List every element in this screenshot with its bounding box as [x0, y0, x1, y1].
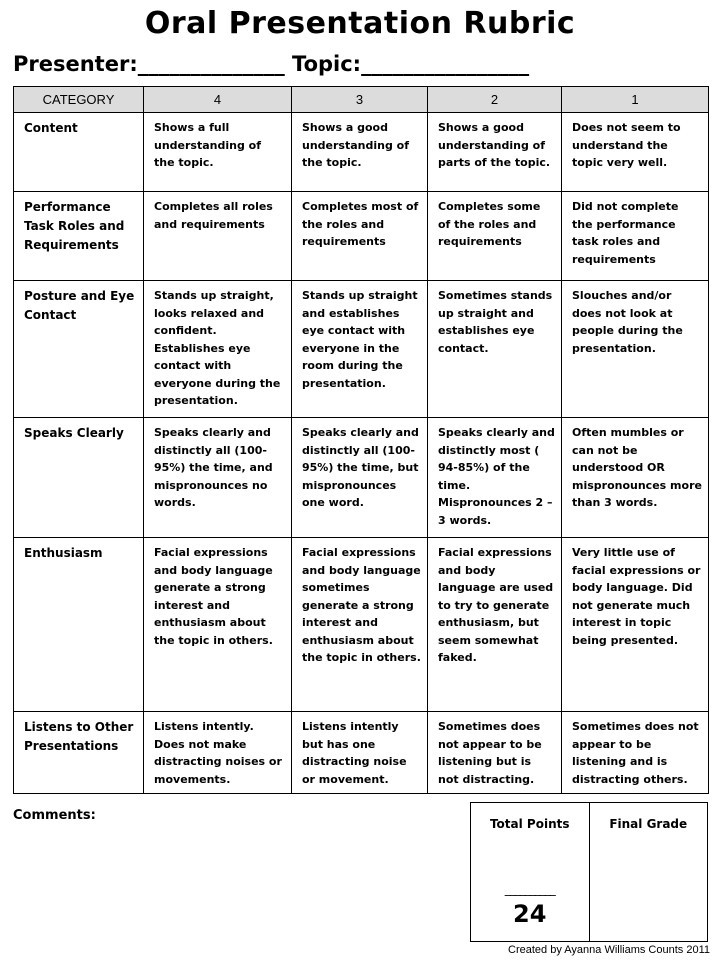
final-grade-label: Final Grade: [609, 817, 688, 831]
header-row: [14, 87, 709, 113]
total-points-value: 24: [513, 900, 547, 928]
footer-credit: Created by Ayanna Williams Counts 2011: [508, 944, 710, 956]
category-cell: Listens to Other Presentations: [14, 712, 144, 794]
header-category: CATEGORY: [14, 87, 144, 113]
criteria-cell: Listens intently. Does not make distracting noises or movements.: [144, 712, 292, 794]
page-title: Oral Presentation Rubric: [144, 6, 576, 41]
table-row: [14, 712, 709, 794]
category-cell: Enthusiasm: [14, 538, 144, 712]
criteria-cell: Speaks clearly and distinctly all (100-95%) the time, but mispronounces one word.: [292, 418, 428, 538]
criteria-cell: Shows a good understanding of parts of the topic.: [428, 113, 562, 192]
criteria-cell: Listens intently but has one distracting noise or movement.: [292, 712, 428, 794]
table-row: [14, 192, 709, 281]
criteria-cell: Does not seem to understand the topic very well.: [562, 113, 709, 192]
criteria-cell: Facial expressions and body language generate a strong interest and enthusiasm about the topic in others.: [144, 538, 292, 712]
criteria-cell: Completes most of the roles and requirements: [292, 192, 428, 281]
category-cell: Speaks Clearly: [14, 418, 144, 538]
header-score-1: 1: [562, 87, 709, 113]
criteria-cell: Slouches and/or does not look at people during the presentation.: [562, 281, 709, 418]
category-cell: Posture and Eye Contact: [14, 281, 144, 418]
table-row: [14, 538, 709, 712]
table-row: [14, 418, 709, 538]
presenter-topic-line: Presenter:______________ Topic:________________: [13, 52, 530, 76]
header-score-4: 4: [144, 87, 292, 113]
comments-label: Comments:: [13, 808, 96, 823]
category-cell: Performance Task Roles and Requirements: [14, 192, 144, 281]
criteria-cell: Speaks clearly and distinctly most ( 94-85%) of the time. Mispronounces 2 – 3 words.: [428, 418, 562, 538]
criteria-cell: Sometimes does not appear to be listening and is distracting others.: [562, 712, 709, 794]
total-points-blank: __________: [504, 882, 555, 896]
criteria-cell: Did not complete the performance task roles and requirements: [562, 192, 709, 281]
category-cell: Content: [14, 113, 144, 192]
criteria-cell: Completes some of the roles and requirements: [428, 192, 562, 281]
criteria-cell: Facial expressions and body language sometimes generate a strong interest and enthusiasm about the topic in others.: [292, 538, 428, 712]
final-grade-cell: [589, 803, 708, 942]
criteria-cell: Sometimes stands up straight and establishes eye contact.: [428, 281, 562, 418]
table-row: [14, 281, 709, 418]
criteria-cell: Stands up straight and establishes eye contact with everyone in the room during the presentation.: [292, 281, 428, 418]
table-row: [14, 113, 709, 192]
score-box: [470, 802, 708, 942]
total-points-cell: [471, 803, 590, 942]
criteria-cell: Stands up straight, looks relaxed and confident. Establishes eye contact with everyone during the presentation.: [144, 281, 292, 418]
criteria-cell: Shows a full understanding of the topic.: [144, 113, 292, 192]
criteria-cell: Speaks clearly and distinctly all (100-95%) the time, and mispronounces no words.: [144, 418, 292, 538]
criteria-cell: Very little use of facial expressions or body language. Did not generate much interest in topic being presented.: [562, 538, 709, 712]
header-score-3: 3: [292, 87, 428, 113]
header-score-2: 2: [428, 87, 562, 113]
criteria-cell: Completes all roles and requirements: [144, 192, 292, 281]
criteria-cell: Facial expressions and body language are used to try to generate enthusiasm, but seem somewhat faked.: [428, 538, 562, 712]
total-points-label: Total Points: [489, 817, 570, 831]
criteria-cell: Shows a good understanding of the topic.: [292, 113, 428, 192]
rubric-table: [13, 86, 709, 794]
criteria-cell: Often mumbles or can not be understood OR mispronounces more than 3 words.: [562, 418, 709, 538]
criteria-cell: Sometimes does not appear to be listening but is not distracting.: [428, 712, 562, 794]
